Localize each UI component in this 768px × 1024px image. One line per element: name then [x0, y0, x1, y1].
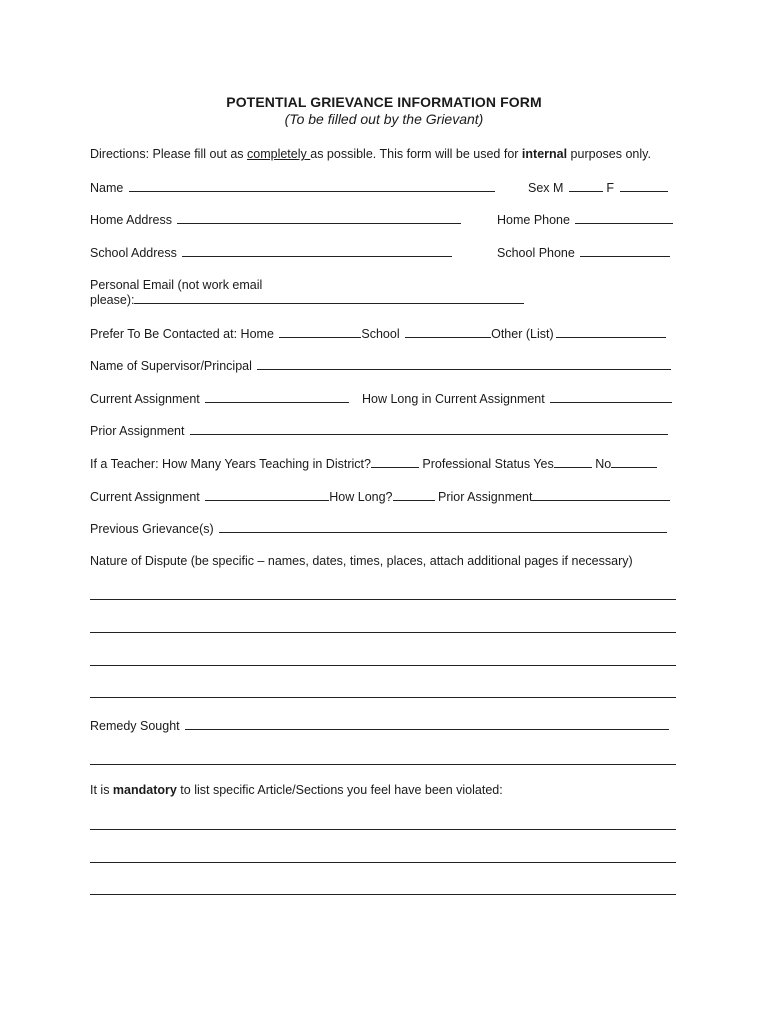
nature-of-dispute-label: Nature of Dispute (be specific – names, dates, times, places, attach additional pages if necessary): [90, 554, 633, 568]
dispute-line-3[interactable]: [90, 665, 676, 666]
current-assignment-label: Current Assignment: [90, 392, 200, 406]
home-phone-row: [497, 212, 673, 228]
remedy-line-2[interactable]: [90, 764, 676, 765]
teacher-years-field[interactable]: [371, 456, 419, 468]
prior-assignment-field[interactable]: [190, 423, 668, 435]
articles-line-3[interactable]: [90, 894, 676, 895]
previous-grievance-row: [90, 521, 667, 537]
professional-status-no-field[interactable]: [611, 456, 657, 468]
dispute-line-1[interactable]: [90, 599, 676, 600]
personal-email-label-2: please):: [90, 293, 135, 307]
current-assignment-row: [90, 391, 349, 407]
form-subtitle: (To be filled out by the Grievant): [284, 111, 484, 127]
current-assignment-field[interactable]: [205, 391, 349, 403]
contact-school-label: School: [361, 327, 400, 341]
dispute-line-4[interactable]: [90, 697, 676, 698]
home-address-row: [90, 212, 461, 228]
current-assignment-2-label: Current Assignment: [90, 490, 200, 504]
teacher-row: [90, 456, 657, 472]
personal-email-row: [90, 292, 524, 308]
supervisor-field[interactable]: [257, 358, 671, 370]
name-row: [90, 180, 495, 196]
school-phone-field[interactable]: [580, 245, 670, 257]
professional-status-yes-field[interactable]: [554, 456, 592, 468]
name-label: Name: [90, 181, 124, 195]
supervisor-row: [90, 358, 671, 374]
assignment-history-row: [90, 489, 670, 505]
contact-school-field[interactable]: [405, 326, 491, 338]
name-field[interactable]: [129, 180, 495, 192]
remedy-sought-row: [90, 718, 669, 734]
contact-home-label: Prefer To Be Contacted at: Home: [90, 327, 274, 341]
home-phone-field[interactable]: [575, 212, 673, 224]
sex-row: [528, 180, 668, 196]
previous-grievance-field[interactable]: [219, 521, 667, 533]
school-phone-label: School Phone: [497, 246, 575, 260]
contact-other-label: Other (List): [491, 327, 554, 341]
school-phone-row: [497, 245, 670, 261]
dispute-line-2[interactable]: [90, 632, 676, 633]
articles-line-2[interactable]: [90, 862, 676, 863]
remedy-sought-field[interactable]: [185, 718, 669, 730]
sex-m-field[interactable]: [569, 180, 603, 192]
sex-f-label: F: [606, 181, 615, 195]
school-address-row: [90, 245, 452, 261]
teacher-years-label: If a Teacher: How Many Years Teaching in District?: [90, 457, 371, 471]
form-title: POTENTIAL GRIEVANCE INFORMATION FORM: [226, 94, 542, 110]
mandatory-articles-label: It is mandatory to list specific Article/Sections you feel have been violated:: [90, 783, 503, 797]
articles-line-1[interactable]: [90, 829, 676, 830]
professional-status-no-label: No: [595, 457, 612, 471]
how-long-current-row: [362, 391, 672, 407]
how-long-current-field[interactable]: [550, 391, 672, 403]
professional-status-label: Professional Status Yes: [422, 457, 554, 471]
school-address-field[interactable]: [182, 245, 452, 257]
previous-grievance-label: Previous Grievance(s): [90, 522, 214, 536]
personal-email-field[interactable]: [134, 292, 524, 304]
current-assignment-2-field[interactable]: [205, 489, 329, 501]
prior-assignment-label: Prior Assignment: [90, 424, 185, 438]
contact-other-field[interactable]: [556, 326, 666, 338]
contact-home-field[interactable]: [279, 326, 361, 338]
remedy-sought-label: Remedy Sought: [90, 719, 180, 733]
sex-f-field[interactable]: [620, 180, 668, 192]
how-long-field[interactable]: [393, 489, 435, 501]
supervisor-label: Name of Supervisor/Principal: [90, 359, 252, 373]
home-phone-label: Home Phone: [497, 213, 570, 227]
contact-preference-row: [90, 326, 666, 342]
personal-email-label-1: Personal Email (not work email: [90, 278, 263, 292]
school-address-label: School Address: [90, 246, 177, 260]
directions-text: Directions: Please fill out as completely as possible. This form will be used for internal purposes only.: [90, 147, 651, 161]
prior-assignment-2-label: Prior Assignment: [438, 490, 533, 504]
prior-assignment-row: [90, 423, 668, 439]
home-address-label: Home Address: [90, 213, 172, 227]
prior-assignment-2-field[interactable]: [532, 489, 670, 501]
how-long-label: How Long?: [329, 490, 393, 504]
how-long-current-label: How Long in Current Assignment: [362, 392, 545, 406]
sex-m-label: Sex M: [528, 181, 564, 195]
home-address-field[interactable]: [177, 212, 461, 224]
